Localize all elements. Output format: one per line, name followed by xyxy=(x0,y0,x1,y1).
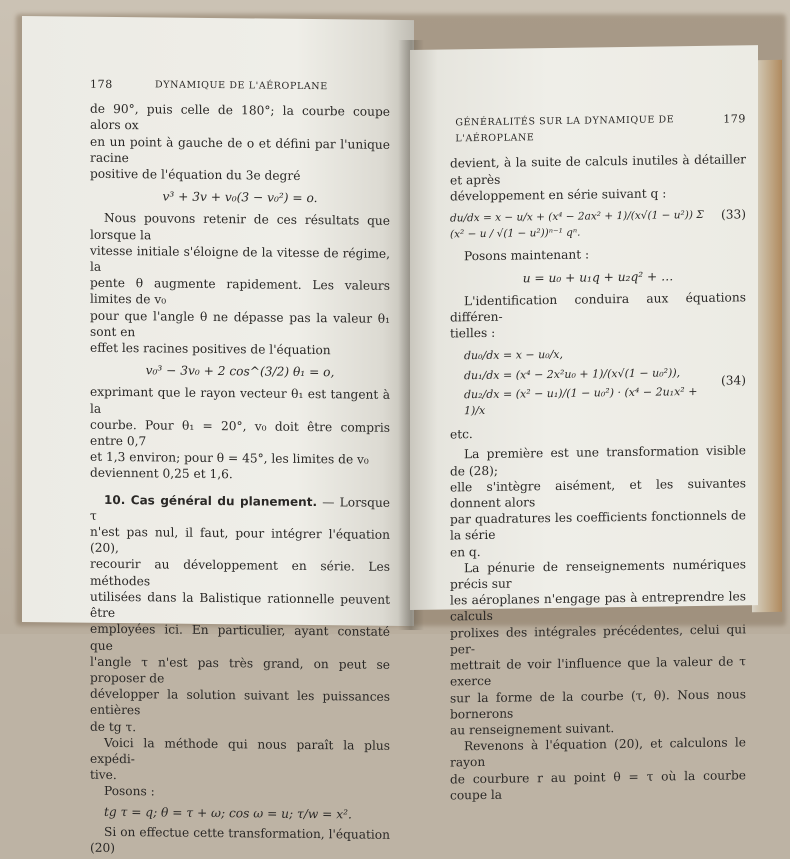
equation-system-34 xyxy=(464,342,746,423)
equation-du2: du₂/dx = (x² − u₁)/(1 − u₀²) · (x⁴ − 2u₁x² + 1)/x xyxy=(464,384,698,418)
right-page xyxy=(410,45,758,803)
left-line-6: vitesse initiale s'éloigne de la vitesse de régime, la xyxy=(90,243,390,274)
section-line-1: — Lorsque τ xyxy=(90,494,391,523)
equation-system-lines xyxy=(464,342,721,422)
left-line-11: exprimant que le rayon vecteur θ₁ est tangent à la xyxy=(90,385,390,416)
left-line-13: et 1,3 environ; pour θ = 45°, les limites de v₀ xyxy=(90,449,369,467)
section-line-6: l'angle τ n'est pas très grand, on peut se proposer de xyxy=(90,654,390,686)
equation-du0: du₀/dx = x − u₀/x, xyxy=(464,348,564,363)
right-line-1: devient, à la suite de calculs inutiles à détailler et après xyxy=(450,152,746,188)
substitution-equation: tg τ = q; θ = τ + ω; cos ω = u; τ/w = x². xyxy=(104,804,352,821)
left-line-2: en un point à gauche de o et défini par l'unique racine xyxy=(90,134,390,165)
right-line-etc: etc. xyxy=(450,427,473,442)
section-line-7: développer la solution suivant les puissances entières xyxy=(90,686,390,718)
section-line-13: Si on effectue cette transformation, l'équation (20) xyxy=(90,824,390,855)
equation-du1: du₁/dx = (x⁴ − 2x²u₀ + 1)/(x√(1 − u₀²)), xyxy=(464,365,681,382)
left-page-number: 178 xyxy=(90,77,113,91)
section-line-3: recourir au développement en série. Les méthodes xyxy=(90,557,390,589)
equation-33 xyxy=(450,206,746,243)
right-line-8: tielles : xyxy=(450,326,496,341)
equation-33-body: du/dx = x − u/x + (x⁴ − 2ax² + 1)/(x√(1 − u²)) Σ (x² − u / √(1 − u²))ⁿ⁻¹ qⁿ. xyxy=(450,208,704,241)
right-page-text xyxy=(450,111,746,803)
left-line-5: Nous pouvons retenir de ces résultats que lorsque la xyxy=(90,211,390,242)
section-line-2: n'est pas nul, il faut, pour intégrer l'équation (20), xyxy=(90,524,390,556)
left-line-9: effet les racines positives de l'équation xyxy=(90,340,331,358)
section-line-8: de tg τ. xyxy=(90,719,137,734)
right-line-15: elle s'intègre aisément, et les suivantes donnent alors xyxy=(450,476,746,511)
left-page-text xyxy=(90,77,390,859)
left-page xyxy=(22,16,414,855)
section-line-9: Voici la méthode qui nous paraît la plus expédi- xyxy=(90,735,390,767)
section-line-5: employées ici. En particulier, ayant constaté que xyxy=(90,622,390,653)
right-line-14: La première est une transformation visible de (28); xyxy=(450,443,746,479)
right-line-23: au renseignement suivant. xyxy=(450,721,615,738)
left-running-head: DYNAMIQUE DE L'AÉROPLANE xyxy=(155,79,328,93)
section-line-11: Posons : xyxy=(104,784,155,799)
right-line-18: La pénurie de renseignements numériques précis sur xyxy=(450,557,746,592)
right-line-25: de courbure r au point θ = τ où la courbe coupe la xyxy=(450,767,746,803)
right-page-number: 179 xyxy=(723,112,746,126)
right-running-head: GÉNÉRALITÉS SUR LA DYNAMIQUE DE L'AÉROPLANE xyxy=(455,114,675,145)
left-line-7: pente θ augmente rapidement. Les valeurs limites de v₀ xyxy=(90,275,390,307)
left-line-8: pour que l'angle θ ne dépasse pas la valeur θ₁ sont en xyxy=(90,308,390,340)
series-equation: u = u₀ + u₁q + u₂q² + … xyxy=(522,268,674,286)
section-line-4: utilisées dans la Balistique rationnelle peuvent être xyxy=(90,589,390,621)
left-equation-1: v³ + 3v + v₀(3 − v₀²) = o. xyxy=(162,189,318,206)
right-line-19: les aéroplanes n'engage pas à entreprendre les calculs xyxy=(450,589,746,624)
right-line-5: Posons maintenant : xyxy=(464,247,590,264)
right-line-2: développement en série suivant q : xyxy=(450,186,667,204)
left-line-3: positive de l'équation du 3e degré xyxy=(90,166,301,183)
section-line-10: tive. xyxy=(90,767,117,783)
section-10-first-line xyxy=(90,491,390,527)
section-title: 10. Cas général du planement. xyxy=(104,492,318,509)
right-line-24: Revenons à l'équation (20), et calculons le rayon xyxy=(450,735,746,770)
left-line-12: courbe. Pour θ₁ = 20°, v₀ doit être compris entre 0,7 xyxy=(90,417,390,449)
equation-33-number: (33) xyxy=(720,207,746,222)
left-line-1: de 90°, puis celle de 180°; la courbe coupe alors ox xyxy=(90,101,390,133)
right-line-22: sur la forme de la courbe (τ, θ). Nous nous bornerons xyxy=(450,686,746,722)
right-line-20: prolixes des intégrales précédentes, celui qui per- xyxy=(450,621,746,657)
left-equation-2: v₀³ − 3v₀ + 2 cos^(3/2) θ₁ = o, xyxy=(145,363,335,380)
equation-34-number: (34) xyxy=(720,373,746,388)
left-running-header xyxy=(90,77,390,96)
left-line-14: deviennent 0,25 et 1,6. xyxy=(90,466,233,482)
right-line-21: mettrait de voir l'influence que la valeur de τ exerce xyxy=(450,654,746,689)
right-line-17: en q. xyxy=(450,544,481,560)
right-running-header xyxy=(450,111,746,148)
right-line-16: par quadratures les coefficients fonctionnels de la série xyxy=(450,508,746,543)
right-line-7: L'identification conduira aux équations différen- xyxy=(450,290,746,325)
